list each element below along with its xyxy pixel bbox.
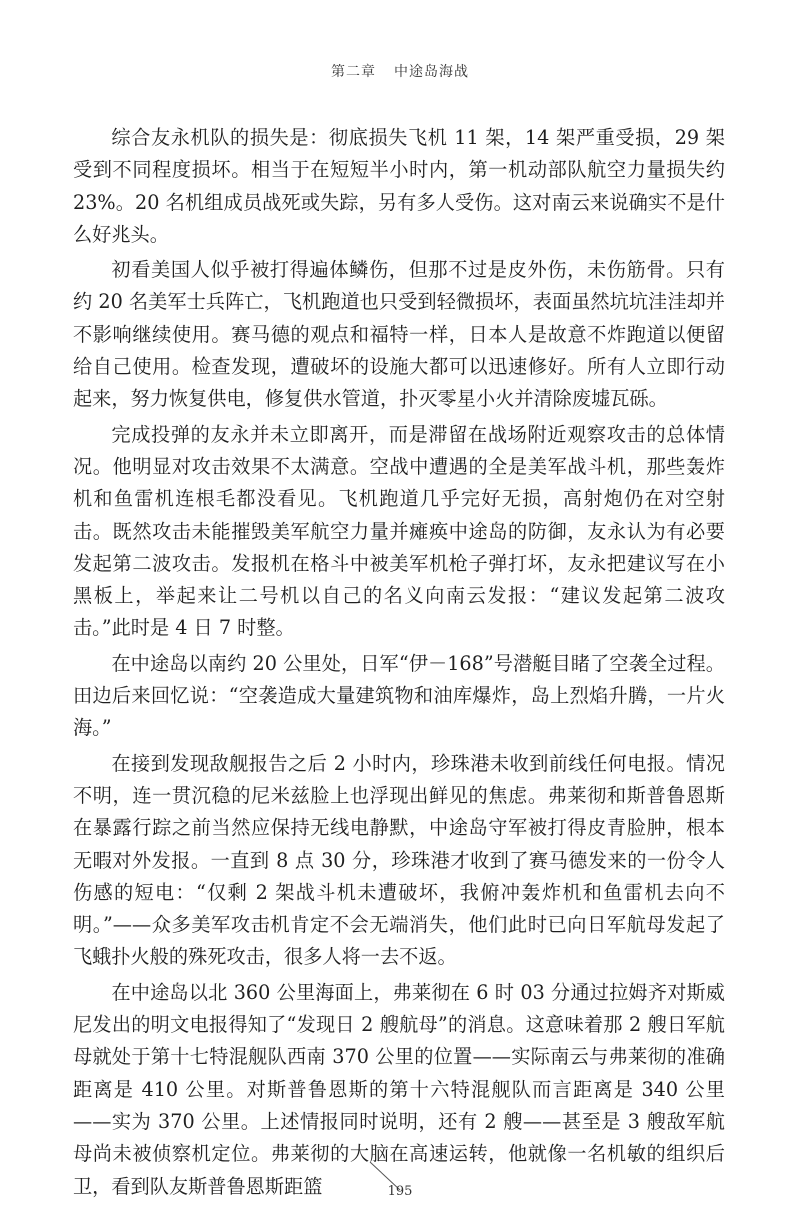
body-text	[73, 122, 725, 1206]
paragraph: 完成投弹的友永并未立即离开，而是滞留在战场附近观察攻击的总体情况。他明显对攻击效果不太满意。空战中遭遇的全是美军战斗机，那些轰炸机和鱼雷机连根毛都没看见。飞机跑道几乎完好无损，高射炮仍在对空射击。既然攻击未能摧毁美军航空力量并瘫痪中途岛的防御，友永认为有必要发起第二波攻击。发报机在格斗中被美军机枪子弹打坏，友永把建议写在小黑板上，举起来让二号机以自己的名义向南云发报：“建议发起第二波攻击。”此时是 4 日 7 时整。	[73, 422, 725, 640]
running-header	[0, 61, 800, 81]
paragraph: 初看美国人似乎被打得遍体鳞伤，但那不过是皮外伤，未伤筋骨。只有约 20 名美军士兵阵亡，飞机跑道也只受到轻微损坏，表面虽然坑坑洼洼却并不影响继续使用。赛马德的观点和福特一样，日本人是故意不炸跑道以便留给自己使用。检查发现，遭破坏的设施大都可以迅速修好。所有人立即行动起来，努力恢复供电，修复供水管道，扑灭零星小火并清除废墟瓦砾。	[73, 258, 725, 411]
chapter-title: 中途岛海战	[394, 64, 469, 80]
paragraph: 在中途岛以南约 20 公里处，日军“伊－168”号潜艇目睹了空袭全过程。田边后来回忆说：“空袭造成大量建筑物和油库爆炸，岛上烈焰升腾，一片火海。”	[73, 651, 725, 740]
paragraph: 在接到发现敌舰报告之后 2 小时内，珍珠港未收到前线任何电报。情况不明，连一贯沉稳的尼米兹脸上也浮现出鲜见的焦虑。弗莱彻和斯普鲁恩斯在暴露行踪之前当然应保持无线电静默，中途岛守军被打得皮青脸肿，根本无暇对外发报。一直到 8 点 30 分，珍珠港才收到了赛马德发来的一份令人伤感的短电：“仅剩 2 架战斗机未遭破坏，我俯冲轰炸机和鱼雷机去向不明。”——众多美军攻击机肯定不会无端消失，他们此时已向日军航母发起了飞蛾扑火般的殊死攻击，很多人将一去不返。	[73, 751, 725, 969]
page-number: 195	[387, 1184, 413, 1199]
paragraph: 在中途岛以北 360 公里海面上，弗莱彻在 6 时 03 分通过拉姆齐对斯威尼发出的明文电报得知了“发现日 2 艘航母”的消息。这意味着那 2 艘日军航母就处于第十七特混舰队西南 370 公里的位置——实际南云与弗莱彻的准确距离是 410 公里。对斯普鲁恩斯的第十六特混舰队而言距离是 340 公里——实为 370 公里。上述情报同时说明，还有 2 艘——甚至是 3 艘敌军航母尚未被侦察机定位。弗莱彻的大脑在高速运转，他就像一名机敏的组织后卫，看到队友斯普鲁恩斯距篮	[73, 980, 725, 1198]
paragraph: 综合友永机队的损失是：彻底损失飞机 11 架，14 架严重受损，29 架受到不同程度损坏。相当于在短短半小时内，第一机动部队航空力量损失约 23%。20 名机组成员战死或失踪，另有多人受伤。这对南云来说确实不是什么好兆头。	[73, 126, 725, 246]
chapter-label: 第二章	[331, 64, 376, 80]
